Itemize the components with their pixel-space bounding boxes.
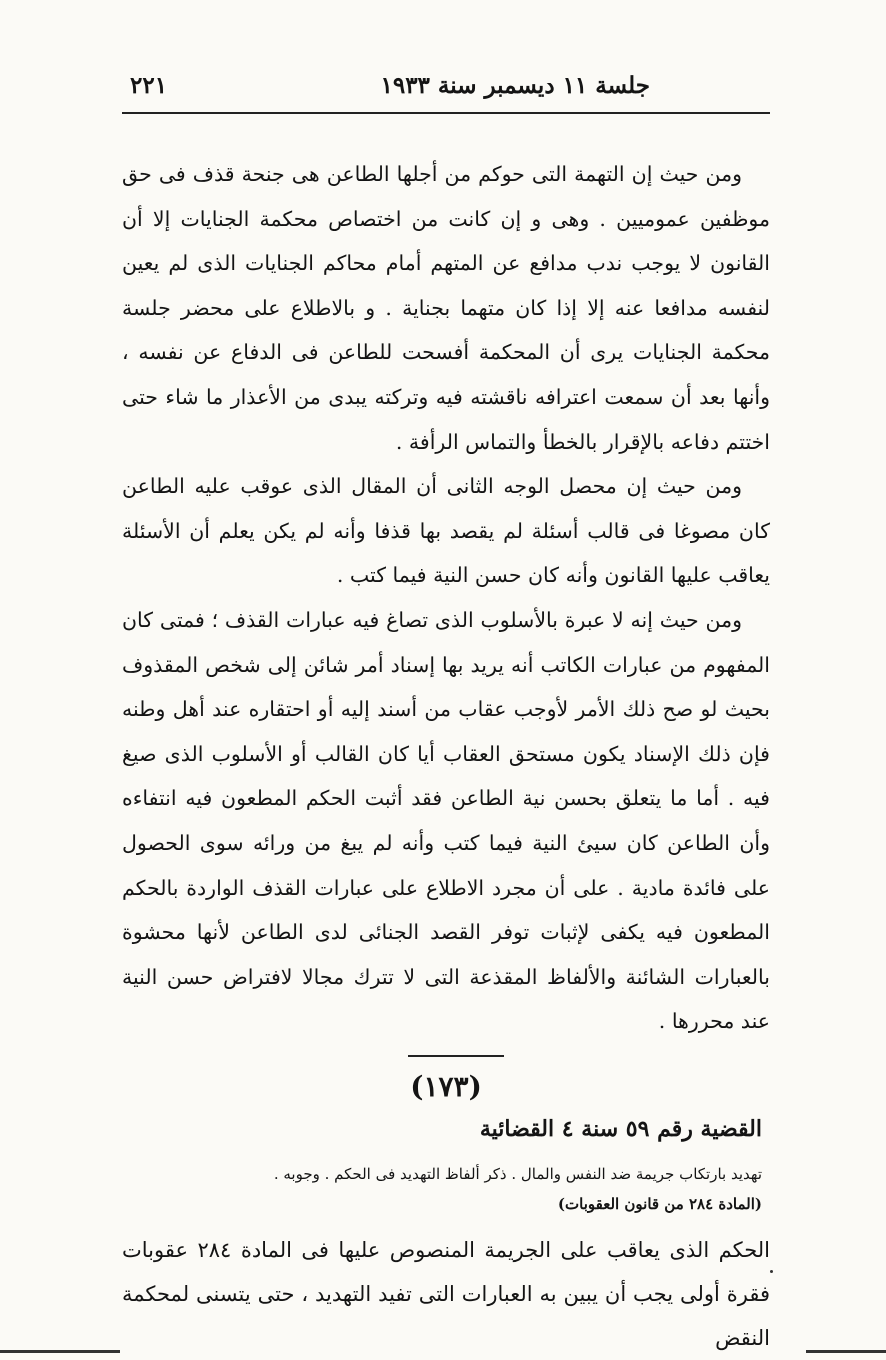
header-rule <box>122 112 770 114</box>
running-header <box>122 68 770 108</box>
paragraph: الحكم الذى يعاقب على الجريمة المنصوص عليها فى المادة ٢٨٤ عقوبات فقرة أولى يجب أن يبين به العبارات التى تفيد التهديد ، حتى يتسنى لمحكمة النقض <box>122 1238 770 1350</box>
scan-dot <box>770 1270 773 1273</box>
document-page <box>122 60 770 1350</box>
case-title: القضية رقم ٥٩ سنة ٤ القضائية <box>479 1116 762 1142</box>
ruling-text <box>122 1228 770 1360</box>
section-divider <box>408 1055 504 1057</box>
paragraph: ومن حيث إن التهمة التى حوكم من أجلها الطاعن هى جنحة قذف فى حق موظفين عموميين . وهى و إن كانت من اختصاص محكمة الجنايات إلا أن القانون لا يوجب ندب مدافع عن المتهم أمام محاكم الجنايات الذى لم يعين لنفسه مدافعا عنه إلا إذا كان متهما بجناية . و بالاطلاع على محضر جلسة محكمة الجنايات يرى أن المحكمة أفسحت للطاعن فى الدفاع عن نفسه ، وأنها بعد أن سمعت اعترافه ناقشته فيه وتركته يبدى من الأعذار ما شاء حتى اختتم دفاعه بالإقرار بالخطأ والتماس الرأفة . <box>122 162 770 454</box>
scan-edge-mark <box>0 1350 120 1353</box>
law-article-reference: (المادة ٢٨٤ من قانون العقوبات) <box>557 1195 762 1213</box>
page-number: ٢٢١ <box>130 72 168 99</box>
headnote: تهديد بارتكاب جريمة ضد النفس والمال . ذكر ألفاظ التهديد فى الحكم . وجوبه . <box>273 1165 762 1183</box>
paragraph: ومن حيث إنه لا عبرة بالأسلوب الذى تصاغ فيه عبارات القذف ؛ فمتى كان المفهوم من عبارات الكاتب أنه يريد بها إسناد أمر شائن إلى شخص المقذوف بحيث لو صح ذلك الأمر لأوجب عقاب من أسند إليه أو احتقاره عند أهل وطنه فإن ذلك الإسناد يكون مستحق العقاب أيا كان القالب أو الأسلوب الذى صيغ فيه . أما ما يتعلق بحسن نية الطاعن فقد أثبت الحكم المطعون فيه انتفاءه وأن الطاعن كان سيئ النية فيما كتب وأنه لم يبغ من ورائه سوى الحصول على فائدة مادية . على أن مجرد الاطلاع على عبارات القذف الواردة بالحكم المطعون فيه يكفى لإثبات توفر القصد الجنائى لدى الطاعن لأنها محشوة بالعبارات الشائنة والألفاظ المقذعة التى لا تترك مجالا لافتراض حسن النية عند محررها . <box>122 607 770 1034</box>
scan-edge-mark <box>806 1350 886 1353</box>
paragraph: ومن حيث إن محصل الوجه الثانى أن المقال الذى عوقب عليه الطاعن كان مصوغا فى قالب أسئلة لم يقصد بها قذفا وأنه لم يكن يعلم أن الأسئلة يعاقب عليها القانون وأنه كان حسن النية فيما كتب . <box>122 474 770 588</box>
judgment-text <box>122 152 770 1044</box>
case-number: (١٧٣) <box>410 1070 482 1103</box>
session-title: جلسة ١١ ديسمبر سنة ١٩٣٣ <box>380 72 650 99</box>
